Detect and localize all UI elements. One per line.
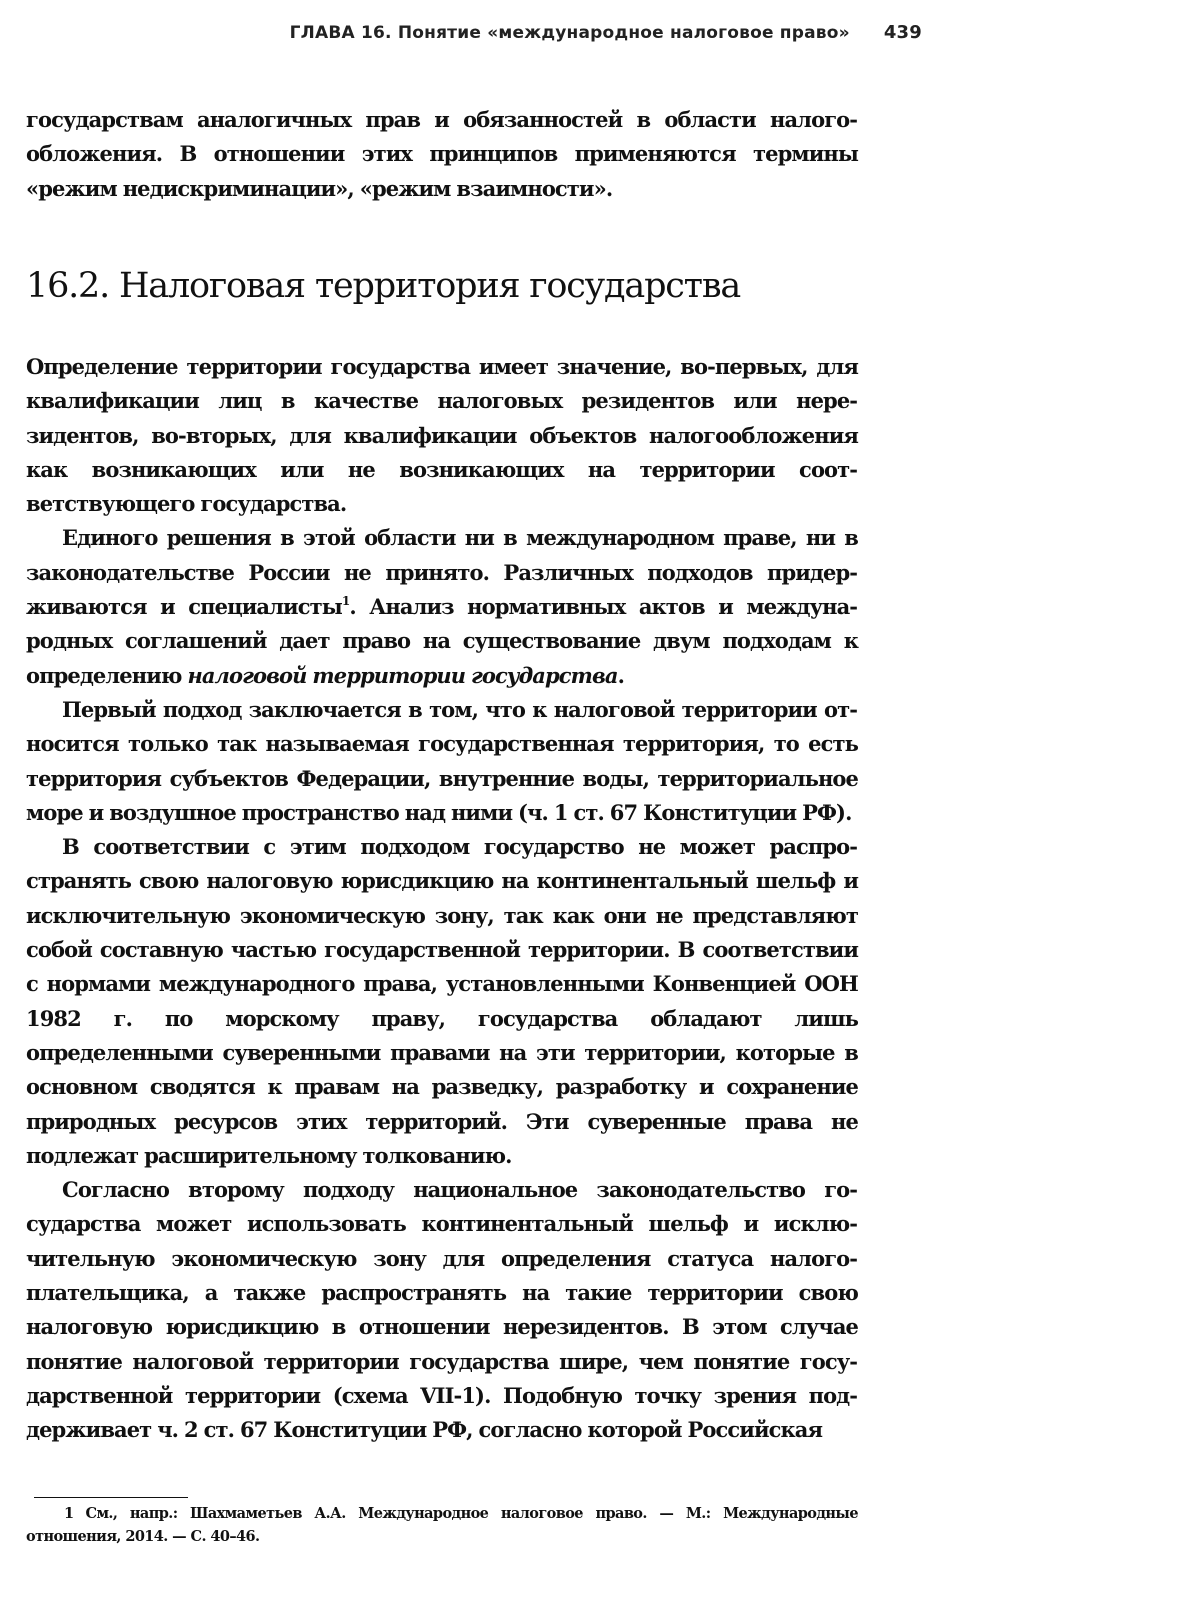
paragraph-2-part-b: . Анализ нормативных актов и международных соглашений дает право на существование двум подходам к определению: [26, 594, 859, 688]
paragraph-2-part-c: .: [617, 662, 624, 688]
paragraph-2: [26, 521, 858, 692]
book-page: [26, 0, 922, 1600]
footnote: [26, 1502, 858, 1548]
footnote-marker: 1: [64, 1505, 74, 1522]
section-heading: 16.2. Налоговая территория государства: [26, 266, 741, 306]
paragraph-3: Первый подход заключается в том, что к налоговой территории относится только так называемая государственная территория, то есть территория субъектов Федерации, внутренние воды, территориальное море и воздушное пространство над ними (ч. 1 ст. 67 Конституции РФ).: [26, 696, 858, 825]
paragraph-2-part-a: Единого решения в этой области ни в международном праве, ни в законодательстве России не принято. Различных подходов придерживаются и специалисты: [26, 525, 858, 620]
intro-paragraph: государствам аналогичных прав и обязанностей в области налогообложения. В отношении этих принципов применяются термины «режим недискриминации», «режим взаимности».: [26, 107, 858, 201]
intro-text-block: [26, 103, 858, 206]
running-header: [290, 22, 922, 43]
paragraph-5: Согласно второму подходу национальное законодательство государства может использовать континентальный шельф и исключительную экономическую зону для определения статуса налогоплательщика, а также распространять на такие территории свою налоговую юрисдикцию в отношении нерезидентов. В этом случае понятие налоговой территории государства шире, чем понятие государственной территории (схема VII-1). Подобную точку зрения поддерживает ч. 2 ст. 67 Конституции РФ, согласно которой Российская: [26, 1177, 858, 1443]
footnote-text: См., напр.: Шахмаметьев А.А. Международное налоговое право. — М.: Международные отношения, 2014. — С. 40–46.: [26, 1505, 858, 1545]
footnote-reference[interactable]: 1: [341, 594, 350, 609]
chapter-title: ГЛАВА 16. Понятие «международное налоговое право»: [289, 23, 850, 43]
emphasis-term: налоговой территории государства: [187, 662, 618, 688]
paragraph-1: Определение территории государства имеет значение, во-первых, для квалификации лиц в качестве налоговых резидентов или нерезидентов, во-вторых, для квалификации объектов налогообложения как возникающих или не возникающих на территории соответствующего государства.: [26, 354, 858, 517]
section-body: [26, 350, 858, 1448]
paragraph-4: В соответствии с этим подходом государство не может распространять свою налоговую юрисдикцию на континентальный шельф и исключительную экономическую зону, так как они не представляют собой составную частью государственной территории. В соответствии с нормами международного права, установленными Конвенцией ООН 1982 г. по морскому праву, государства обладают лишь определенными суверенными правами на эти территории, которые в основном сводятся к правам на разведку, разработку и сохранение природных ресурсов этих территорий. Эти суверенные права не подлежат расширительному толкованию.: [26, 834, 858, 1168]
page-number: 439: [883, 22, 922, 43]
footnote-divider: [34, 1497, 188, 1498]
